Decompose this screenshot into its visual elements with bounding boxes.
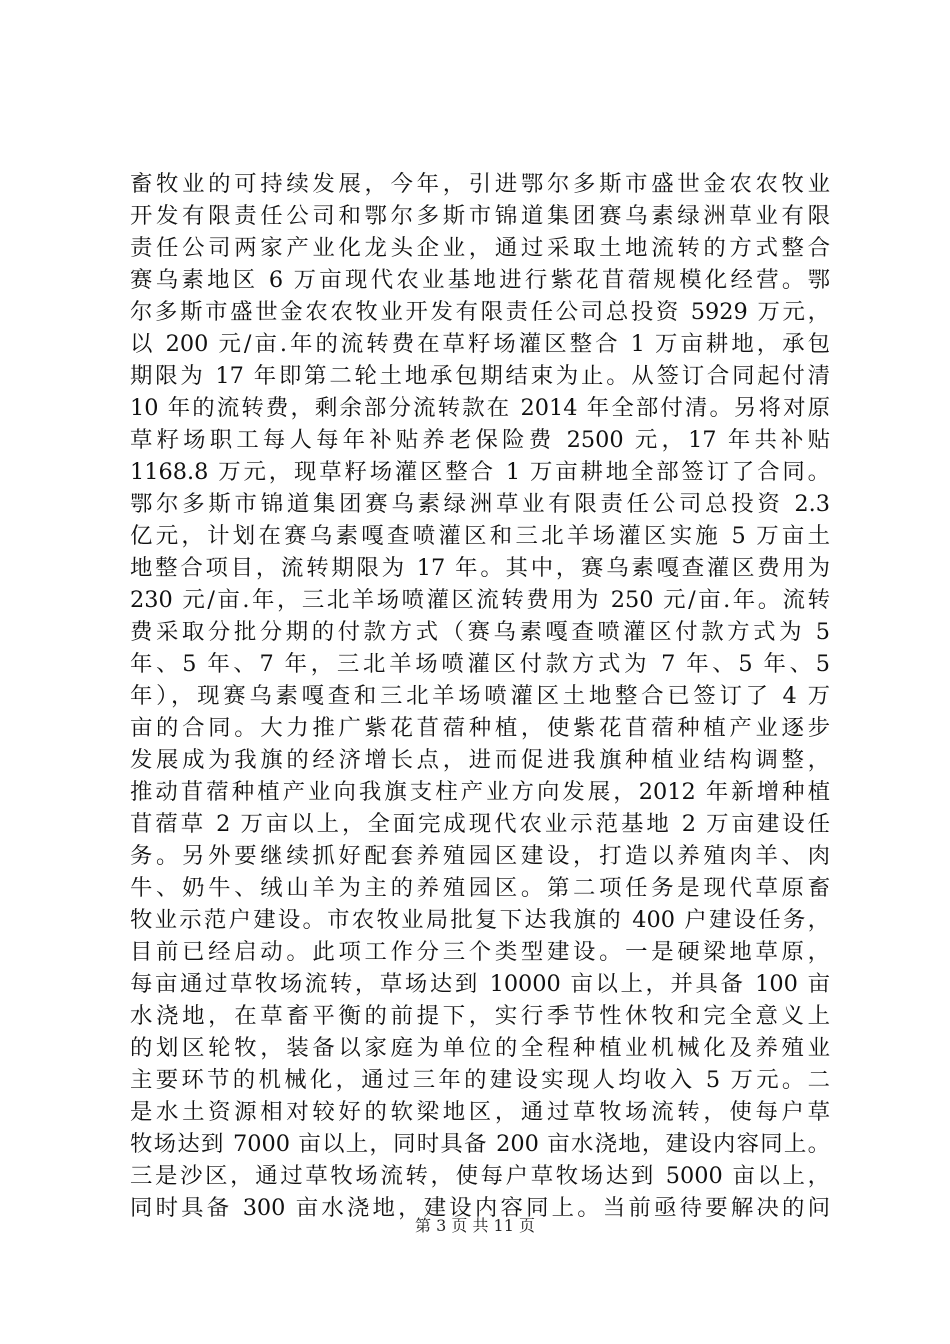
- text-line: 鄂尔多斯市锦道集团赛乌素绿洲草业有限责任公司总投资 2.3: [130, 491, 830, 517]
- text-line: 年、5 年、7 年，三北羊场喷灌区付款方式为 7 年、5 年、5: [130, 651, 830, 677]
- text-line: 1168.8 万元，现草籽场灌区整合 1 万亩耕地全部签订了合同。: [130, 459, 830, 485]
- text-line: 亩的合同。大力推广紫花苜蓿种植，使紫花苜蓿种植产业逐步: [130, 715, 830, 741]
- text-line: 亿元，计划在赛乌素嘎查喷灌区和三北羊场灌区实施 5 万亩土: [130, 523, 830, 549]
- text-line: 的划区轮牧，装备以家庭为单位的全程种植业机械化及养殖业: [130, 1035, 830, 1061]
- text-line: 赛乌素地区 6 万亩现代农业基地进行紫花苜蓿规模化经营。鄂: [130, 267, 830, 293]
- text-line: 牧业示范户建设。市农牧业局批复下达我旗的 400 户建设任务，: [130, 907, 830, 933]
- text-line: 责任公司两家产业化龙头企业，通过采取土地流转的方式整合: [130, 235, 830, 261]
- text-line: 以 200 元/亩.年的流转费在草籽场灌区整合 1 万亩耕地，承包: [130, 331, 830, 357]
- text-line: 推动苜蓿种植产业向我旗支柱产业方向发展，2012 年新增种植: [130, 779, 830, 805]
- text-line: 水浇地，在草畜平衡的前提下，实行季节性休牧和完全意义上: [130, 1003, 830, 1029]
- text-line: 年），现赛乌素嘎查和三北羊场喷灌区土地整合已签订了 4 万: [130, 683, 830, 709]
- text-line: 尔多斯市盛世金农农牧业开发有限责任公司总投资 5929 万元，: [130, 299, 830, 325]
- text-line: 开发有限责任公司和鄂尔多斯市锦道集团赛乌素绿洲草业有限: [130, 203, 830, 229]
- text-line: 草籽场职工每人每年补贴养老保险费 2500 元，17 年共补贴: [130, 427, 830, 453]
- text-line: 三是沙区，通过草牧场流转，使每户草牧场达到 5000 亩以上，: [130, 1163, 830, 1189]
- text-line: 同时具备 300 亩水浇地，建设内容同上。当前亟待要解决的问: [130, 1195, 830, 1221]
- text-line: 苜蓿草 2 万亩以上，全面完成现代农业示范基地 2 万亩建设任: [130, 811, 830, 837]
- text-line: 牧场达到 7000 亩以上，同时具备 200 亩水浇地，建设内容同上。: [130, 1131, 830, 1157]
- text-line: 畜牧业的可持续发展，今年，引进鄂尔多斯市盛世金农农牧业: [130, 171, 830, 197]
- text-line: 230 元/亩.年，三北羊场喷灌区流转费用为 250 元/亩.年。流转: [130, 587, 830, 613]
- text-line: 牛、奶牛、绒山羊为主的养殖园区。第二项任务是现代草原畜: [130, 875, 830, 901]
- text-line: 每亩通过草牧场流转，草场达到 10000 亩以上，并具备 100 亩: [130, 971, 830, 997]
- text-line: 10 年的流转费，剩余部分流转款在 2014 年全部付清。另将对原: [130, 395, 830, 421]
- text-line: 目前已经启动。此项工作分三个类型建设。一是硬梁地草原，: [130, 939, 830, 965]
- text-line: 是水土资源相对较好的软梁地区，通过草牧场流转，使每户草: [130, 1099, 830, 1125]
- body-paragraph: [130, 168, 830, 1224]
- text-line: 地整合项目，流转期限为 17 年。其中，赛乌素嘎查灌区费用为: [130, 555, 830, 581]
- text-line: 费采取分批分期的付款方式（赛乌素嘎查喷灌区付款方式为 5: [130, 619, 830, 645]
- text-line: 主要环节的机械化，通过三年的建设实现人均收入 5 万元。二: [130, 1067, 830, 1093]
- text-line: 发展成为我旗的经济增长点，进而促进我旗种植业结构调整，: [130, 747, 830, 773]
- text-line: 务。另外要继续抓好配套养殖园区建设，打造以养殖肉羊、肉: [130, 843, 830, 869]
- text-line: 期限为 17 年即第二轮土地承包期结束为止。从签订合同起付清: [130, 363, 830, 389]
- page-number-footer: 第 3 页 共 11 页: [415, 1216, 535, 1235]
